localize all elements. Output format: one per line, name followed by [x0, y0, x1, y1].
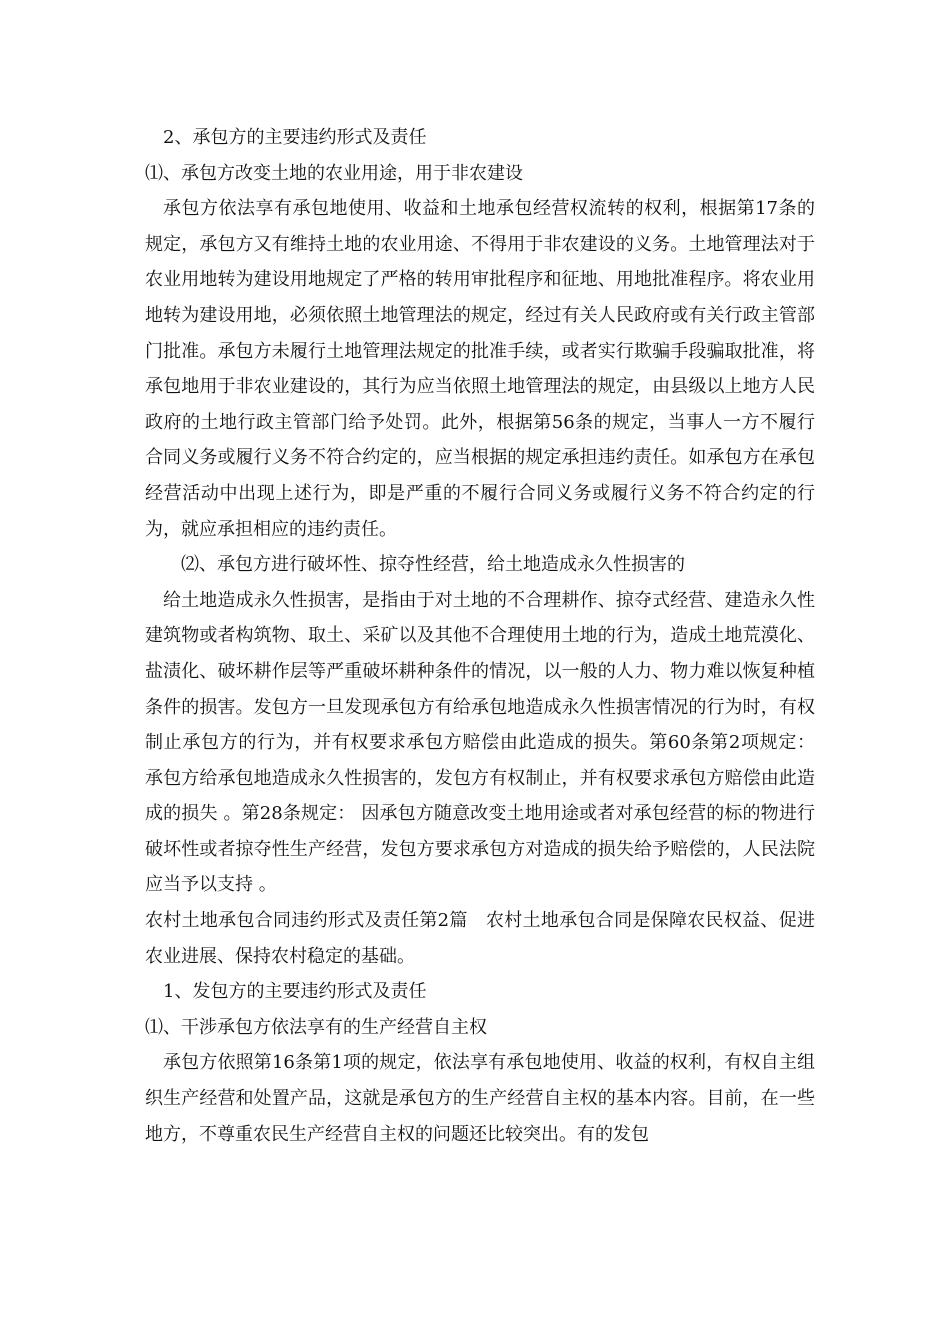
subsection-heading: ⑵、承包方进行破坏性、掠夺性经营，给土地造成永久性损害的 [181, 554, 685, 576]
body-paragraph: 给土地造成永久性损害，是指由于对土地的不合理耕作、掠夺式经营、建造永久性建筑物或者构筑物、取土、采矿以及其他不合理使用土地的行为，造成土地荒漠化、盐渍化、破坏耕作层等严重破坏耕种条件的情况，以一般的人力、物力难以恢复种植条件的损害。发包方一旦发现承包方有给承包地造成永久性损害情况的行为时，有权制止承包方的行为，并有权要求承包方赔偿由此造成的损失。第60条第2项规定： 承包方给承包地造成永久性损害的，发包方有权制止，并有权要求承包方赔偿由此造成的损失 。第28条规定： 因承包方随意改变土地用途或者对承包经营的标的物进行破坏性或者掠夺性生产经营，发包方要求承包方对造成的损失给予赔偿的，人民法院应当予以支持 。 [145, 589, 815, 896]
body-paragraph: 承包方依法享有承包地使用、收益和土地承包经营权流转的权利，根据第17条的规定，承包方又有维持土地的农业用途、不得用于非农建设的义务。土地管理法对于农业用地转为建设用地规定了严格的转用审批程序和征地、用地批准程序。将农业用地转为建设用地，必须依照土地管理法的规定，经过有关人民政府或有关行政主管部门批准。承包方未履行土地管理法规定的批准手续，或者实行欺骗手段骗取批准，将承包地用于非农业建设的，其行为应当依照土地管理法的规定，由县级以上地方人民政府的土地行政主管部门给予处罚。此外，根据第56条的规定，当事人一方不履行合同义务或履行义务不符合约定的，应当根据的规定承担违约责任。如承包方在承包经营活动中出现上述行为，即是严重的不履行合同义务或履行义务不符合约定的行为，就应承担相应的违约责任。 [145, 198, 815, 540]
subsection-heading: ⑴、承包方改变土地的农业用途，用于非农建设 [145, 162, 523, 184]
section-heading: 1、发包方的主要违约形式及责任 [163, 981, 427, 1003]
document-body [145, 120, 815, 1152]
article-title-line: 农村土地承包合同违约形式及责任第2篇 农村土地承包合同是保障农民权益、促进农业进展、保持农村稳定的基础。 [145, 910, 815, 967]
section-heading: 2、承包方的主要违约形式及责任 [163, 127, 427, 148]
subsection-heading: ⑴、干涉承包方依法享有的生产经营自主权 [145, 1016, 487, 1038]
body-paragraph: 承包方依照第16条第1项的规定，依法享有承包地使用、收益的权利，有权自主组织生产经营和处置产品，这就是承包方的生产经营自主权的基本内容。目前，在一些地方，不尊重农民生产经营自主权的问题还比较突出。有的发包 [145, 1052, 815, 1145]
